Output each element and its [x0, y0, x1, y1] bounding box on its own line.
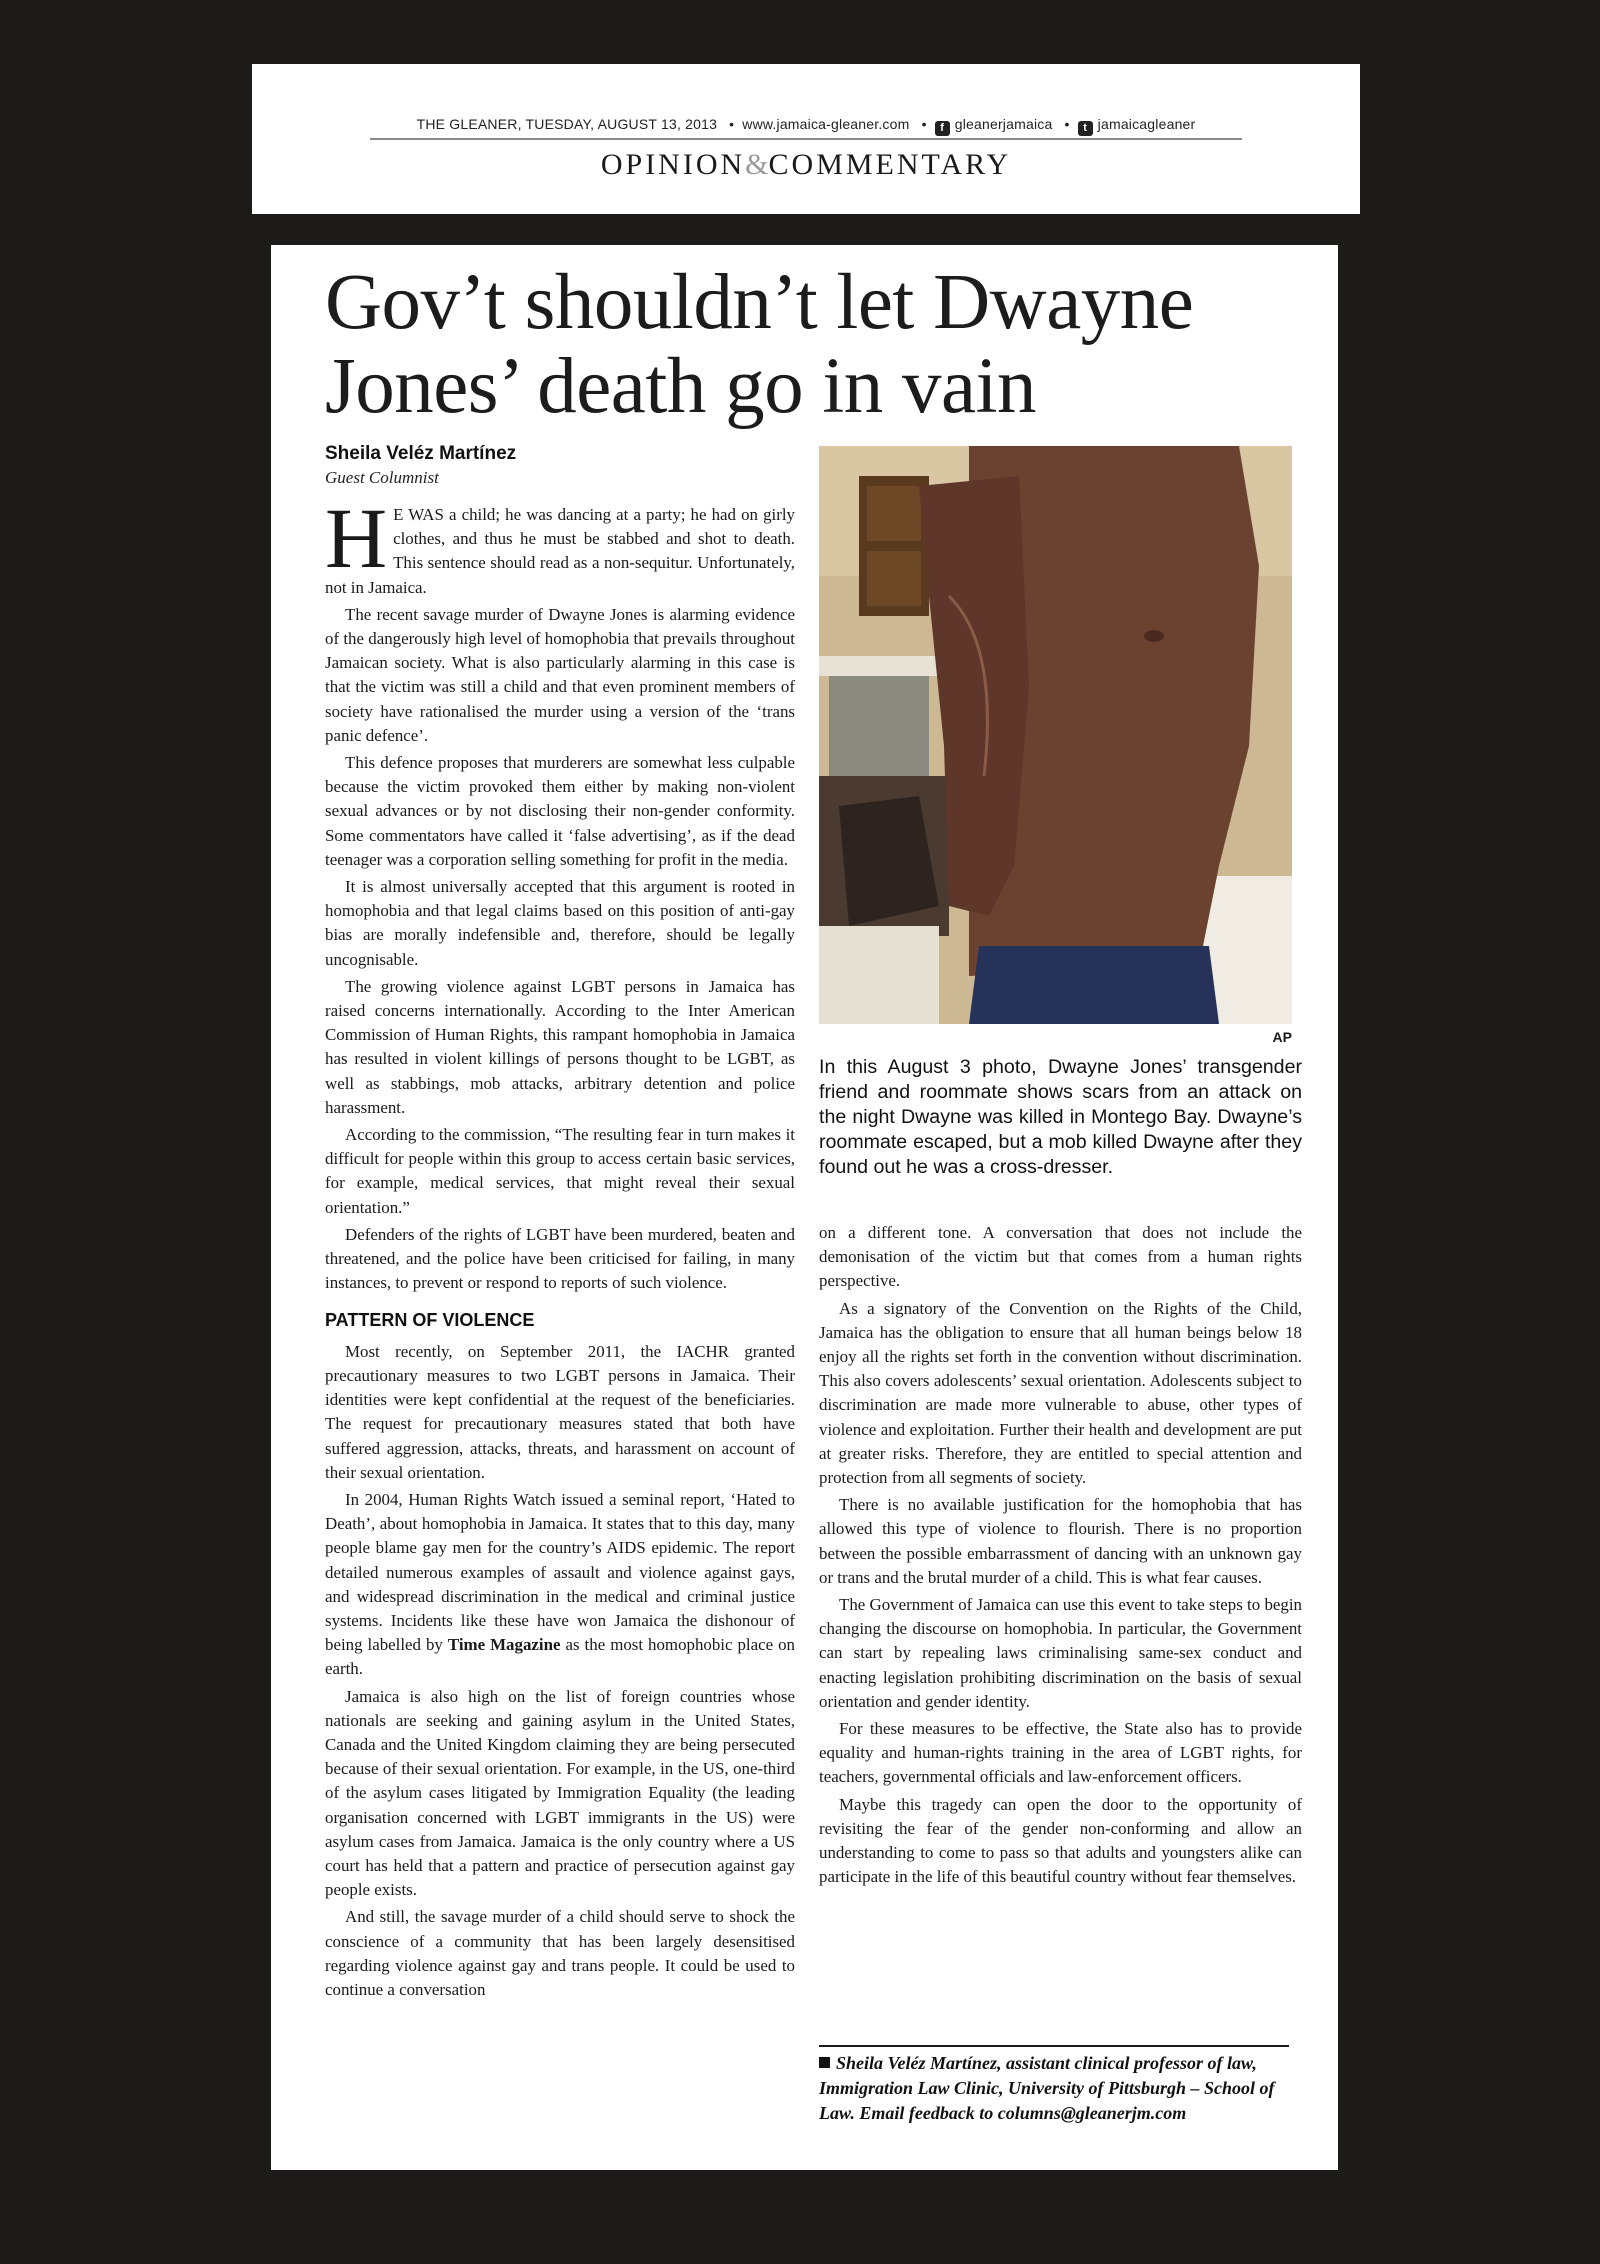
body-paragraph: Defenders of the rights of LGBT have been murdered, beaten and threatened, and the police have been criticised for failing, in many instances, to prevent or respond to reports of such violence. — [325, 1224, 795, 1293]
twitter-handle[interactable]: jamaicagleaner — [1097, 116, 1196, 132]
body-paragraph: This defence proposes that murderers are somewhat less culpable because the victim provoked them either by making non-violent sexual advances or by not disclosing their non-gender conformity. Some commentators have called it ‘false advertising’, as if the dead teenager was a corporation selling something for profit in the media. — [325, 753, 795, 869]
website-link[interactable]: www.jamaica-gleaner.com — [742, 116, 910, 132]
subhead: PATTERN OF VIOLENCE — [325, 1309, 535, 1330]
masthead — [252, 64, 1360, 214]
body-paragraph: on a different tone. A conversation that does not include the demonisation of the victim but that comes from a human rights perspective. — [819, 1223, 1302, 1291]
body-paragraph: Maybe this tragedy can open the door to the opportunity of revisiting the fear of the gender non-conforming and allow an understanding to come to pass so that adults and youngsters alike can participate in the life of this beautiful country without fear themselves. — [819, 1794, 1302, 1887]
author-bio — [819, 2051, 1299, 2126]
section-title-ampersand: & — [745, 148, 769, 181]
body-text: In 2004, Human Rights Watch issued a seminal report, ‘Hated to Death’, about homophobia in Jamaica. It states that to this day, many people blame gay men for the country’s AIDS epidemic. The report detailed numerous examples of assault and violence against gays, and widespread discrimination in the medical and criminal justice systems. Incidents like these have won Jamaica the dishonour of being labelled by — [325, 1489, 795, 1655]
facebook-icon: f — [935, 121, 950, 136]
body-paragraph: It is almost universally accepted that this argument is rooted in homophobia and that legal claims based on this position of anti-gay bias are morally indefensible and, therefore, should be legally uncognisable. — [325, 877, 795, 969]
photo-credit: AP — [1272, 1029, 1292, 1045]
body-paragraph: There is no available justification for the homophobia that has allowed this type of violence to flourish. There is no proportion between the possible embarrassment of dancing with an unknown gay or trans and the brutal murder of a child. This is what fear causes. — [819, 1495, 1302, 1587]
author-bio-text: Sheila Veléz Martínez, assistant clinical professor of law, Immigration Law Clinic, University of Pittsburgh – School of Law. Email feedback to columns@gleanerjm.com — [819, 2053, 1275, 2123]
headline: Gov’t shouldn’t let Dwayne Jones’ death go in vain — [325, 259, 1194, 430]
lead-text: E WAS a child; he was dancing at a party; he had on girly clothes, and thus he must be stabbed and shot to death. This sentence should read as a non-sequitur. Unfortunately, not in Jamaica. — [325, 505, 795, 597]
masthead-dateline-row — [252, 116, 1360, 134]
lead-paragraph — [325, 490, 795, 600]
body-paragraph: Jamaica is also high on the list of foreign countries whose nationals are seeking and gaining asylum in the United States, Canada and the United Kingdom claiming they are being persecuted because of their sexual orientation. For example, in the US, one-third of the asylum cases litigated by Immigration Equality (the leading organisation concerned with LGBT immigrants in the US) were asylum cases from Jamaica. Jamaica is the only country where a US court has held that a pattern and practice of persecution against gay people exists. — [325, 1686, 795, 1900]
photo-illustration — [819, 446, 1292, 1024]
separator-dot: • — [921, 116, 927, 132]
article-photo — [819, 446, 1292, 1024]
masthead-rule — [370, 138, 1242, 140]
section-title — [252, 148, 1360, 182]
body-paragraph: As a signatory of the Convention on the Rights of the Child, Jamaica has the obligation to ensure that all human beings below 18 enjoy all the rights set forth in the convention without discrimination. This also covers adolescents’ sexual orientation. Adolescents subject to discrimination are made more vulnerable to abuse, other types of violence and exploitation. Further their health and development are put at greater risks. Therefore, they are entitled to special attention and protection from all segments of society. — [819, 1298, 1302, 1488]
body-paragraph: The Government of Jamaica can use this event to take steps to begin changing the discourse on homophobia. In particular, the Government can start by repealing laws criminalising same-sex conduct and enacting legislation prohibiting discrimination on the basis of sexual orientation and gender identity. — [819, 1595, 1302, 1711]
separator-dot: • — [729, 116, 735, 132]
author-name: Sheila Veléz Martínez — [325, 443, 517, 464]
bio-divider — [819, 2045, 1289, 2047]
body-paragraph: The growing violence against LGBT persons in Jamaica has raised concerns internationally. According to the Inter American Commission of Human Rights, this rampant homophobia in Jamaica has resulted in violent killings of persons thought to be LGBT, as well as stabbings, mob attacks, arbitrary detention and police harassment. — [325, 976, 795, 1117]
facebook-handle[interactable]: gleanerjamaica — [954, 116, 1053, 132]
bullet-square-icon — [819, 2057, 830, 2068]
section-title-part: COMMENTARY — [768, 148, 1012, 181]
body-paragraph: According to the commission, “The resulting fear in turn makes it difficult for people within this group to access certain basic services, for example, medical services, that might reveal their sexual orientation.” — [325, 1125, 795, 1217]
body-paragraph: And still, the savage murder of a child should serve to shock the conscience of a community that has been largely desensitised regarding violence against gay and trans people. It could be used to continue a conversation — [325, 1907, 795, 1999]
drop-cap: H — [325, 490, 388, 586]
body-paragraph: For these measures to be effective, the State also has to provide equality and human-rights training in the area of LGBT rights, for teachers, governmental officials and law-enforcement officers. — [819, 1719, 1302, 1787]
article — [271, 245, 1338, 2170]
author-role: Guest Columnist — [325, 468, 439, 487]
left-column — [325, 490, 796, 2005]
separator-dot: • — [1064, 116, 1070, 132]
dateline: THE GLEANER, TUESDAY, AUGUST 13, 2013 — [416, 116, 718, 132]
section-title-part: OPINION — [600, 148, 746, 181]
body-text: as the most homophobic place on earth. — [325, 1635, 796, 1679]
body-paragraph — [325, 1488, 795, 1682]
photo-caption: In this August 3 photo, Dwayne Jones’ transgender friend and roommate shows scars from an attack on the night Dwayne was killed in Montego Bay. Dwayne’s roommate escaped, but a mob killed Dwayne after they found out he was a cross-dresser. — [819, 1056, 1302, 1178]
body-paragraph: Most recently, on September 2011, the IACHR granted precautionary measures to two LGBT persons in Jamaica. Their identities were kept confidential at the request of the beneficiaries. The request for precautionary measures stated that both have suffered aggression, attacks, threats, and harassment on account of their sexual orientation. — [325, 1341, 795, 1482]
magazine-name: Time Magazine — [447, 1635, 561, 1655]
right-column — [819, 1221, 1302, 1892]
twitter-icon: t — [1078, 121, 1093, 136]
body-paragraph: The recent savage murder of Dwayne Jones is alarming evidence of the dangerously high level of homophobia that prevails throughout Jamaican society. What is also particularly alarming in this case is that the victim was still a child and that even prominent members of society have rationalised the murder using a version of the ‘trans panic defence’. — [325, 604, 795, 745]
